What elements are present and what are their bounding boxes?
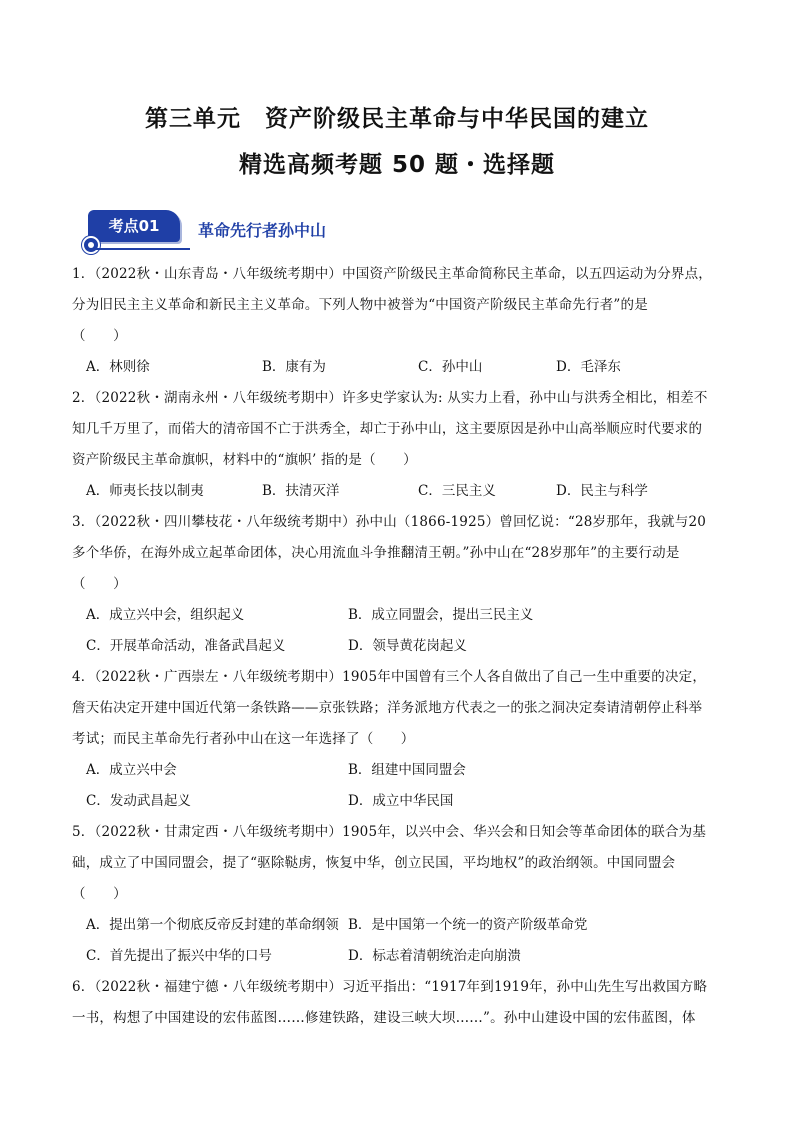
answer-option[interactable]: B．组建中国同盟会 [348,762,466,778]
section-header [82,208,722,250]
question-text-line: 多个华侨，在海外成立起革命团体，决心用流血斗争推翻清王朝。”孙中山在“28岁那年”的主要行动是 [72,545,680,561]
answer-option[interactable]: A．师夷长技以制夷 [86,483,204,499]
question-text-line: （ ） [72,576,127,592]
option-row [72,910,732,941]
question-text-line: 础，成立了中国同盟会，提了“驱除鞑虏，恢复中华，创立民国，平均地权”的政治纲领。中国同盟会 [72,855,676,871]
option-row [72,941,732,972]
question-text-line: （ ） [72,886,127,902]
question-text-line: 考试；而民主革命先行者孙中山在这一年选择了（ ） [72,731,415,747]
answer-option[interactable]: B．成立同盟会，提出三民主义 [348,607,534,623]
answer-option[interactable]: D．毛泽东 [556,359,621,375]
page-title: 第三单元 资产阶级民主革命与中华民国的建立 [145,106,649,132]
answer-option[interactable]: D．民主与科学 [556,483,648,499]
answer-option[interactable]: D．标志着清朝统治走向崩溃 [348,948,521,964]
question-item [72,259,732,383]
option-row [72,352,732,383]
question-list [72,259,732,1034]
answer-option[interactable]: C．首先提出了振兴中华的口号 [86,948,272,964]
header-divider [90,248,190,250]
answer-option[interactable]: A．提出第一个彻底反帝反封建的革命纲领 [86,917,339,933]
answer-option[interactable]: D．成立中华民国 [348,793,454,809]
question-text-line: 资产阶级民主革命旗帜，材料中的“旗帜’ 指的是（ ） [72,452,417,468]
answer-option[interactable]: C．孙中山 [418,359,483,375]
question-text-line: 詹天佑决定开建中国近代第一条铁路——京张铁路；洋务派地方代表之一的张之洞决定奏请清朝停止科举 [72,700,703,716]
option-row [72,631,732,662]
section-title: 革命先行者孙中山 [198,221,327,240]
question-text-line: 4．（2022秋・广西崇左・八年级统考期中）1905年中国曾有三个人各自做出了自己一生中重要的决定， [72,669,707,685]
question-text-line: 一书，构想了中国建设的宏伟蓝图……修建铁路，建设三峡大坝……”。孙中山建设中国的宏伟蓝图，体 [72,1010,696,1026]
option-row [72,786,732,817]
question-text-line: 知几千万里了，而偌大的清帝国不亡于洪秀全，却亡于孙中山，这主要原因是孙中山高举顺应时代要求的 [72,421,703,437]
option-row [72,600,732,631]
question-text-line: 3．（2022秋・四川攀枝花・八年级统考期中）孙中山（1866-1925）曾回忆说：“28岁那年，我就与20 [72,514,707,530]
question-item [72,972,732,1034]
answer-option[interactable]: C．开展革命活动，准备武昌起义 [86,638,286,654]
question-item [72,383,732,507]
answer-option[interactable]: C．三民主义 [418,483,496,499]
answer-option[interactable]: B．康有为 [262,359,326,375]
badge-dot-icon [82,236,100,254]
question-text-line: （ ） [72,328,127,344]
answer-option[interactable]: B．是中国第一个统一的资产阶级革命党 [348,917,588,933]
page-subtitle: 精选高频考题 50 题・选择题 [238,152,556,178]
answer-option[interactable]: A．成立兴中会 [86,762,177,778]
answer-option[interactable]: C．发动武昌起义 [86,793,191,809]
question-text-line: 2．（2022秋・湖南永州・八年级统考期中）许多史学家认为: 从实力上看，孙中山与洪秀全相比，相差不 [72,390,708,406]
question-item [72,817,732,972]
question-text-line: 分为旧民主主义革命和新民主主义革命。下列人物中被誉为“中国资产阶级民主革命先行者”的是 [72,297,648,313]
answer-option[interactable]: B．扶清灭洋 [262,483,340,499]
question-item [72,662,732,817]
question-text-line: 5．（2022秋・甘肃定西・八年级统考期中）1905年，以兴中会、华兴会和日知会等革命团体的联合为基 [72,824,707,840]
answer-option[interactable]: A．林则徐 [86,359,150,375]
question-text-line: 1．（2022秋・山东青岛・八年级统考期中）中国资产阶级民主革命简称民主革命，以五四运动为分界点， [72,266,712,282]
answer-option[interactable]: D．领导黄花岗起义 [348,638,467,654]
option-row [72,755,732,786]
option-row [72,476,732,507]
section-badge: 考点01 [88,210,180,242]
question-text-line: 6．（2022秋・福建宁德・八年级统考期中）习近平指出：“1917年到1919年，孙中山先生写出救国方略 [72,979,708,995]
answer-option[interactable]: A．成立兴中会，组织起义 [86,607,245,623]
question-item [72,507,732,662]
